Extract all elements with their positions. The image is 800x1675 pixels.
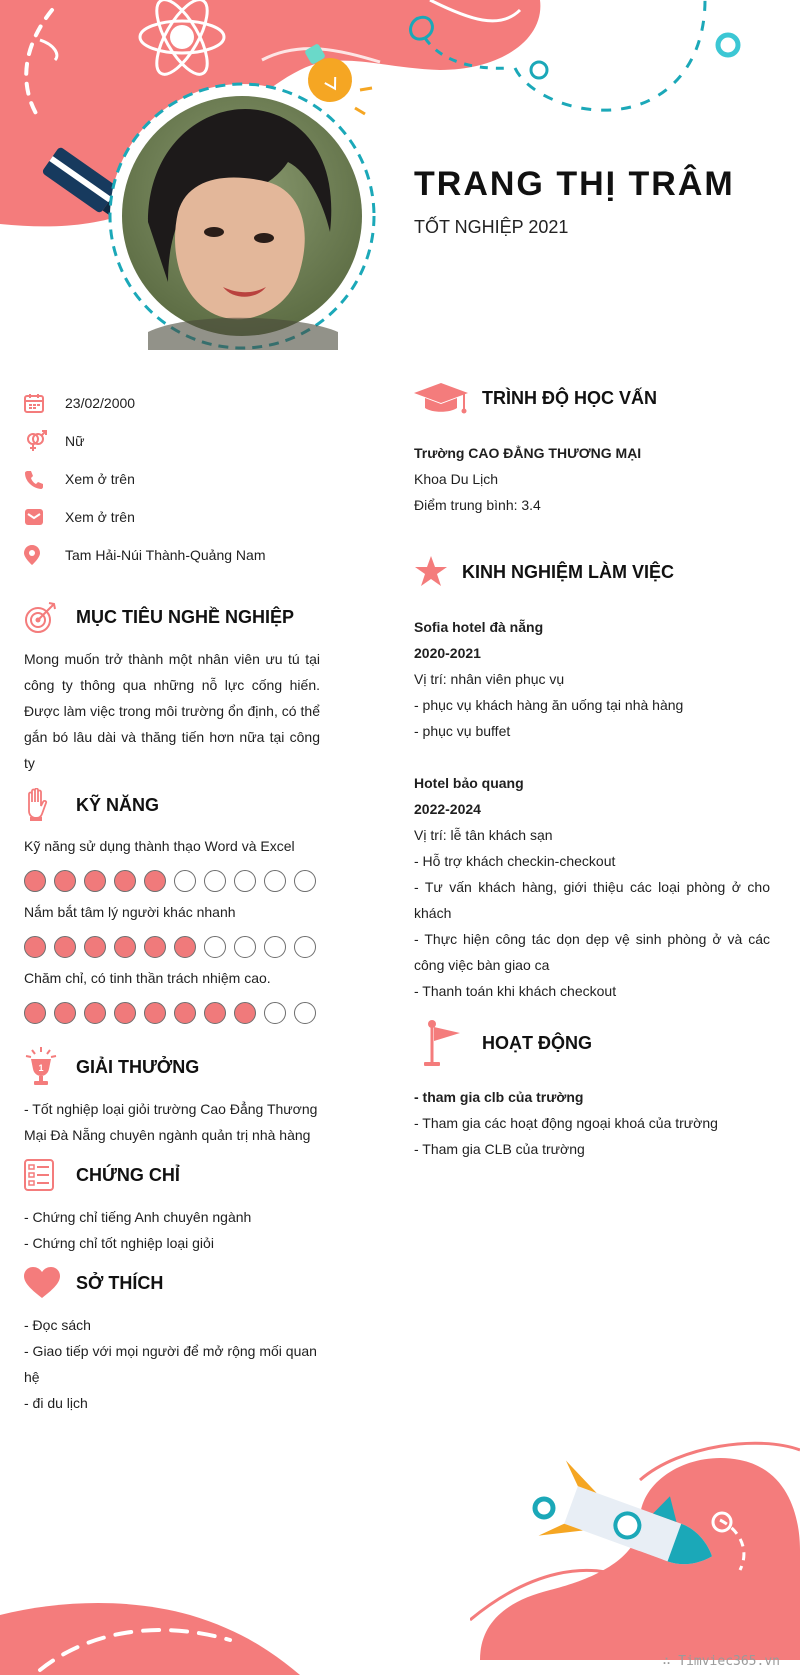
candidate-name: TRANG THỊ TRÂM <box>414 165 735 203</box>
hobbies-title: SỞ THÍCH <box>76 1272 164 1293</box>
rating-dot <box>294 1002 316 1024</box>
experience-title: KINH NGHIỆM LÀM VIỆC <box>462 561 675 582</box>
activity-headline: - tham gia clb của trường <box>414 1089 584 1105</box>
address-text: Tam Hải-Núi Thành-Quảng Nam <box>65 547 266 563</box>
rating-dot <box>24 1002 46 1024</box>
job-line: - Tư vấn khách hàng, giới thiệu các loại phòng ở cho khách <box>414 879 770 921</box>
awards-header <box>24 1046 320 1088</box>
star-icon <box>414 552 450 592</box>
left-column <box>24 384 320 1416</box>
rating-dot <box>144 936 166 958</box>
objective-text: Mong muốn trở thành một nhân viên ưu tú tại công ty thông qua những nỗ lực cống hiến. Được làm việc trong môi trường ổn định, có thể gắn bó lâu dài và thăng tiến hơn nữa tại công ty <box>24 651 320 771</box>
skills-title: KỸ NĂNG <box>76 794 160 815</box>
rating-dot <box>234 1002 256 1024</box>
skill-name: Nắm bắt tâm lý người khác nhanh <box>24 904 236 920</box>
skill-rating <box>24 936 320 958</box>
checklist-icon <box>24 1155 64 1195</box>
objective-title: MỤC TIÊU NGHỀ NGHIỆP <box>76 606 295 627</box>
job-entry <box>414 614 770 744</box>
rating-dot <box>234 936 256 958</box>
skill-item <box>24 902 320 958</box>
skill-rating <box>24 1002 320 1024</box>
graduation-cap-icon <box>414 378 470 418</box>
birthdate-text: 23/02/2000 <box>65 395 136 411</box>
skill-name: Kỹ năng sử dụng thành thạo Word và Excel <box>24 838 295 854</box>
gender-text: Nữ <box>65 433 85 449</box>
hobby-line: - Đọc sách <box>24 1317 91 1333</box>
email-icon <box>24 506 58 528</box>
rating-dot <box>264 936 286 958</box>
flag-icon <box>414 1018 470 1068</box>
rating-dot <box>204 1002 226 1024</box>
svg-text:1: 1 <box>38 1063 44 1073</box>
rating-dot <box>294 870 316 892</box>
email-text: Xem ở trên <box>65 509 135 525</box>
certificate-line: - Chứng chỉ tốt nghiệp loại giỏi <box>24 1235 214 1251</box>
job-line: - Hỗ trợ khách checkin-checkout <box>414 853 616 869</box>
skill-name: Chăm chỉ, có tinh thần trách nhiệm cao. <box>24 970 271 986</box>
hobby-line: - Giao tiếp với mọi người để mở rộng mối quan hệ <box>24 1343 317 1385</box>
info-birthdate <box>24 384 320 422</box>
rating-dot <box>54 870 76 892</box>
education-title: TRÌNH ĐỘ HỌC VẤN <box>482 387 657 408</box>
awards-title: GIẢI THƯỞNG <box>76 1056 200 1077</box>
rating-dot <box>144 870 166 892</box>
rating-dot <box>84 1002 106 1024</box>
certificate-line: - Chứng chỉ tiếng Anh chuyên ngành <box>24 1209 252 1225</box>
job-line: - phục vụ buffet <box>414 723 511 739</box>
skills-header <box>24 784 320 826</box>
education-header <box>414 376 770 420</box>
rating-dot <box>114 936 136 958</box>
objective-header <box>24 596 320 638</box>
rating-dot <box>54 1002 76 1024</box>
certificates-header <box>24 1154 320 1196</box>
activities-header <box>414 1018 770 1068</box>
activity-line: - Tham gia các hoạt động ngoại khoá của trường <box>414 1115 718 1131</box>
hobbies-header <box>24 1262 320 1304</box>
rating-dot <box>204 870 226 892</box>
location-pin-icon <box>24 544 58 566</box>
job-line: - Thực hiện công tác dọn dẹp vệ sinh phòng ở và các công việc bàn giao ca <box>414 931 770 973</box>
education-block <box>414 440 770 518</box>
info-phone <box>24 460 320 498</box>
job-company: Sofia hotel đà nẵng <box>414 619 544 635</box>
rating-dot <box>204 936 226 958</box>
activities-title: HOẠT ĐỘNG <box>482 1032 592 1053</box>
rating-dot <box>294 936 316 958</box>
rating-dot <box>24 870 46 892</box>
info-gender <box>24 422 320 460</box>
job-company: Hotel bảo quang <box>414 775 524 791</box>
rating-dot <box>54 936 76 958</box>
skill-item <box>24 836 320 892</box>
education-gpa: Điểm trung bình: 3.4 <box>414 497 541 513</box>
hand-icon <box>24 785 64 825</box>
experience-header <box>414 550 770 594</box>
heart-icon <box>24 1263 64 1303</box>
awards-text: - Tốt nghiệp loại giỏi trường Cao Đẳng Thương Mại Đà Nẵng chuyên ngành quản trị nhà hàng <box>24 1101 318 1143</box>
job-line: - Thanh toán khi khách checkout <box>414 983 617 999</box>
job-line: - phục vụ khách hàng ăn uống tại nhà hàng <box>414 697 684 713</box>
education-school: Trường CAO ĐẲNG THƯƠNG MẠI <box>414 445 642 461</box>
rating-dot <box>144 1002 166 1024</box>
rating-dot <box>174 1002 196 1024</box>
activities-block <box>414 1084 770 1162</box>
candidate-subtitle: TỐT NGHIỆP 2021 <box>414 217 569 237</box>
job-period: 2022-2024 <box>414 801 481 817</box>
rating-dot <box>84 870 106 892</box>
phone-text: Xem ở trên <box>65 471 135 487</box>
trophy-icon <box>24 1047 64 1087</box>
footer-decoration-left <box>0 1560 320 1675</box>
certificates-title: CHỨNG CHỈ <box>76 1164 180 1185</box>
info-email <box>24 498 320 536</box>
rating-dot <box>84 936 106 958</box>
job-line: Vị trí: nhân viên phục vụ <box>414 671 565 687</box>
job-line: Vị trí: lễ tân khách sạn <box>414 827 553 843</box>
rating-dot <box>24 936 46 958</box>
footer-decoration-right <box>470 1440 800 1660</box>
phone-icon <box>24 468 58 490</box>
rating-dot <box>114 870 136 892</box>
calendar-icon <box>24 392 58 414</box>
hobby-line: - đi du lịch <box>24 1395 88 1411</box>
rating-dot <box>114 1002 136 1024</box>
info-address <box>24 536 320 574</box>
rating-dot <box>264 1002 286 1024</box>
job-period: 2020-2021 <box>414 645 481 661</box>
target-icon <box>24 597 64 637</box>
rating-dot <box>264 870 286 892</box>
right-column <box>414 376 770 1162</box>
skill-item <box>24 968 320 1024</box>
profile-photo <box>108 82 376 350</box>
job-entry <box>414 770 770 1004</box>
skill-rating <box>24 870 320 892</box>
watermark: ∴ Timviec365.vn <box>662 1654 780 1669</box>
rating-dot <box>174 870 196 892</box>
gender-icon <box>24 430 58 452</box>
activity-line: - Tham gia CLB của trường <box>414 1141 585 1157</box>
education-faculty: Khoa Du Lịch <box>414 471 499 487</box>
rating-dot <box>174 936 196 958</box>
rating-dot <box>234 870 256 892</box>
